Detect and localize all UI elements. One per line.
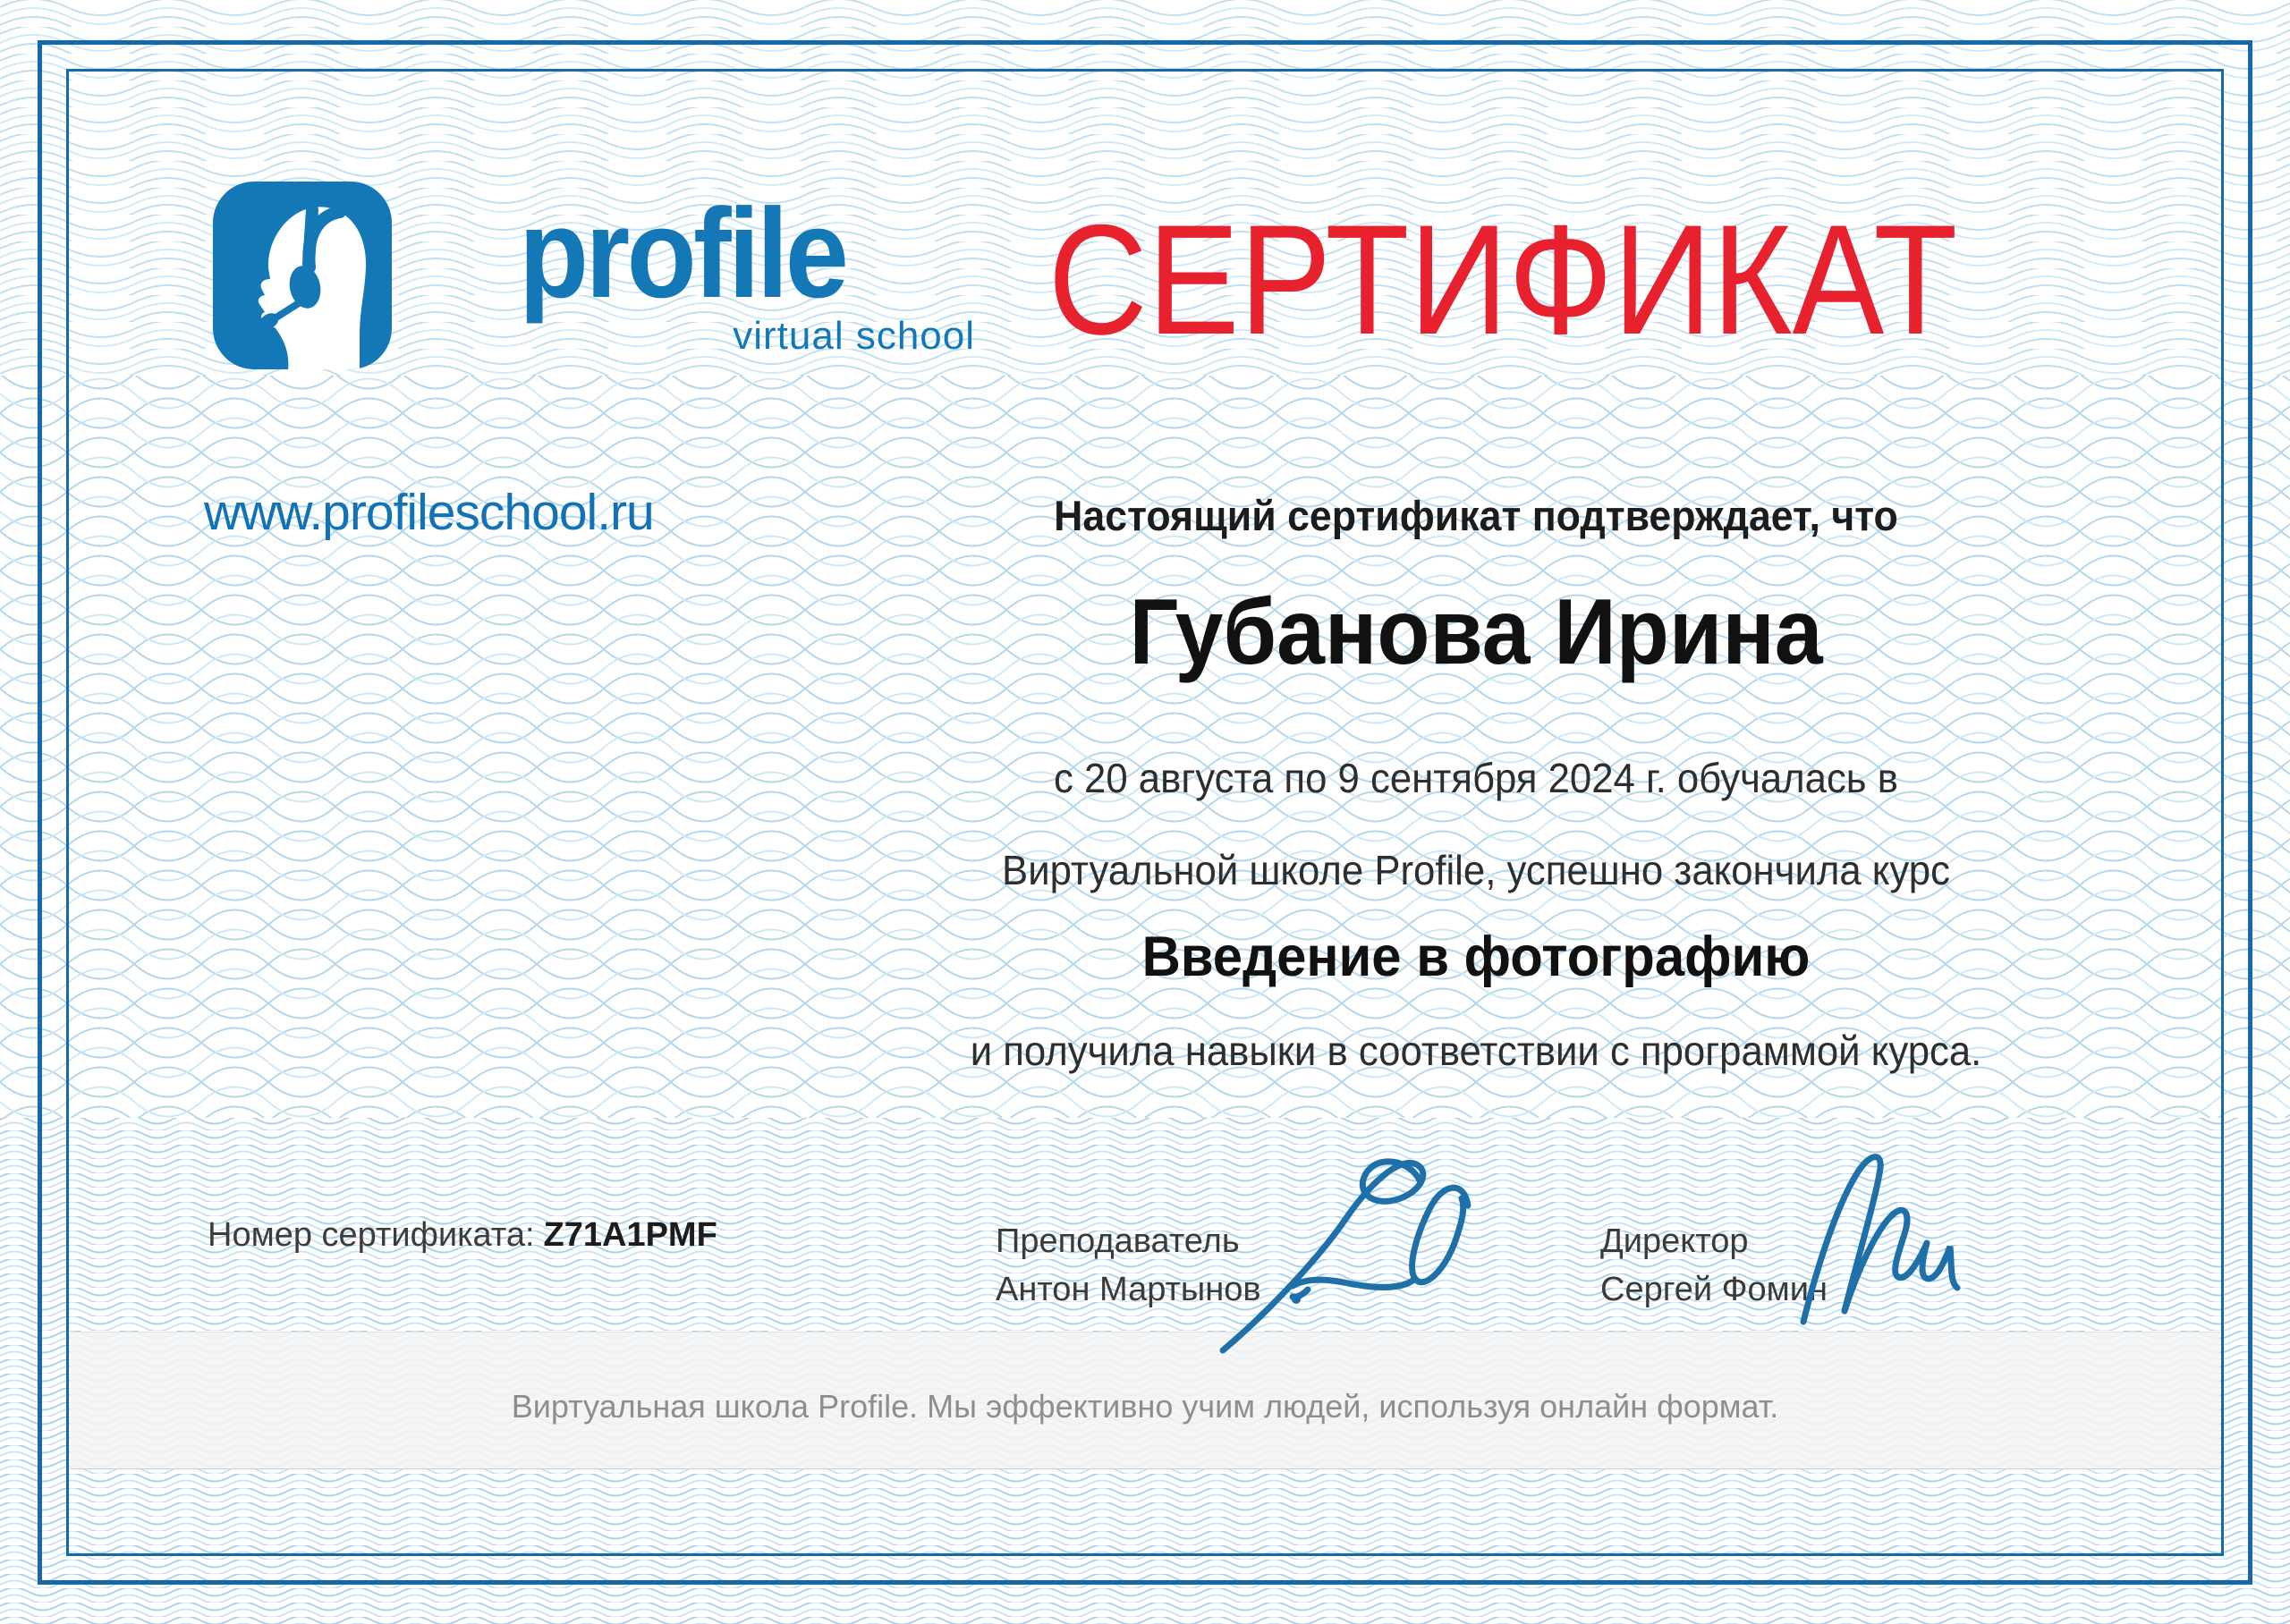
logo-tagline: virtual school bbox=[733, 313, 975, 358]
logo-wordmark: profile bbox=[519, 182, 846, 325]
certificate-number bbox=[208, 1216, 717, 1255]
period-line: с 20 августа по 9 сентября 2024 г. обучалась в bbox=[1054, 755, 1898, 801]
director-role: Директор bbox=[1600, 1222, 1749, 1260]
footer-text: Виртуальная школа Profile. Мы эффективно учим людей, используя онлайн формат. bbox=[511, 1388, 1779, 1425]
director-name: Сергей Фомин bbox=[1600, 1270, 1828, 1308]
logo-text bbox=[519, 174, 975, 359]
course-title: Введение в фотографию bbox=[1141, 926, 1811, 988]
school-line: Виртуальной школе Profile, успешно закончила курс bbox=[1002, 847, 1950, 893]
certificate-number-label: Номер сертификата: bbox=[208, 1216, 535, 1254]
teacher-signature bbox=[1203, 1152, 1489, 1362]
statement-line: Настоящий сертификат подтверждает, что bbox=[1054, 492, 1898, 539]
certificate-title: СЕРТИФИКАТ bbox=[1047, 193, 1958, 368]
headset-person-icon bbox=[213, 182, 392, 369]
director-signature bbox=[1778, 1136, 1980, 1328]
certificate-number-value: Z71A1PMF bbox=[543, 1216, 717, 1254]
outcome-line: и получила навыки в соответствии с программой курса. bbox=[970, 1028, 1982, 1074]
teacher-role: Преподаватель bbox=[996, 1222, 1240, 1260]
teacher-name: Антон Мартынов bbox=[996, 1270, 1261, 1308]
website-url: www.profileschool.ru bbox=[204, 484, 654, 541]
recipient-name: Губанова Ирина bbox=[1129, 580, 1823, 684]
logo bbox=[213, 182, 975, 369]
